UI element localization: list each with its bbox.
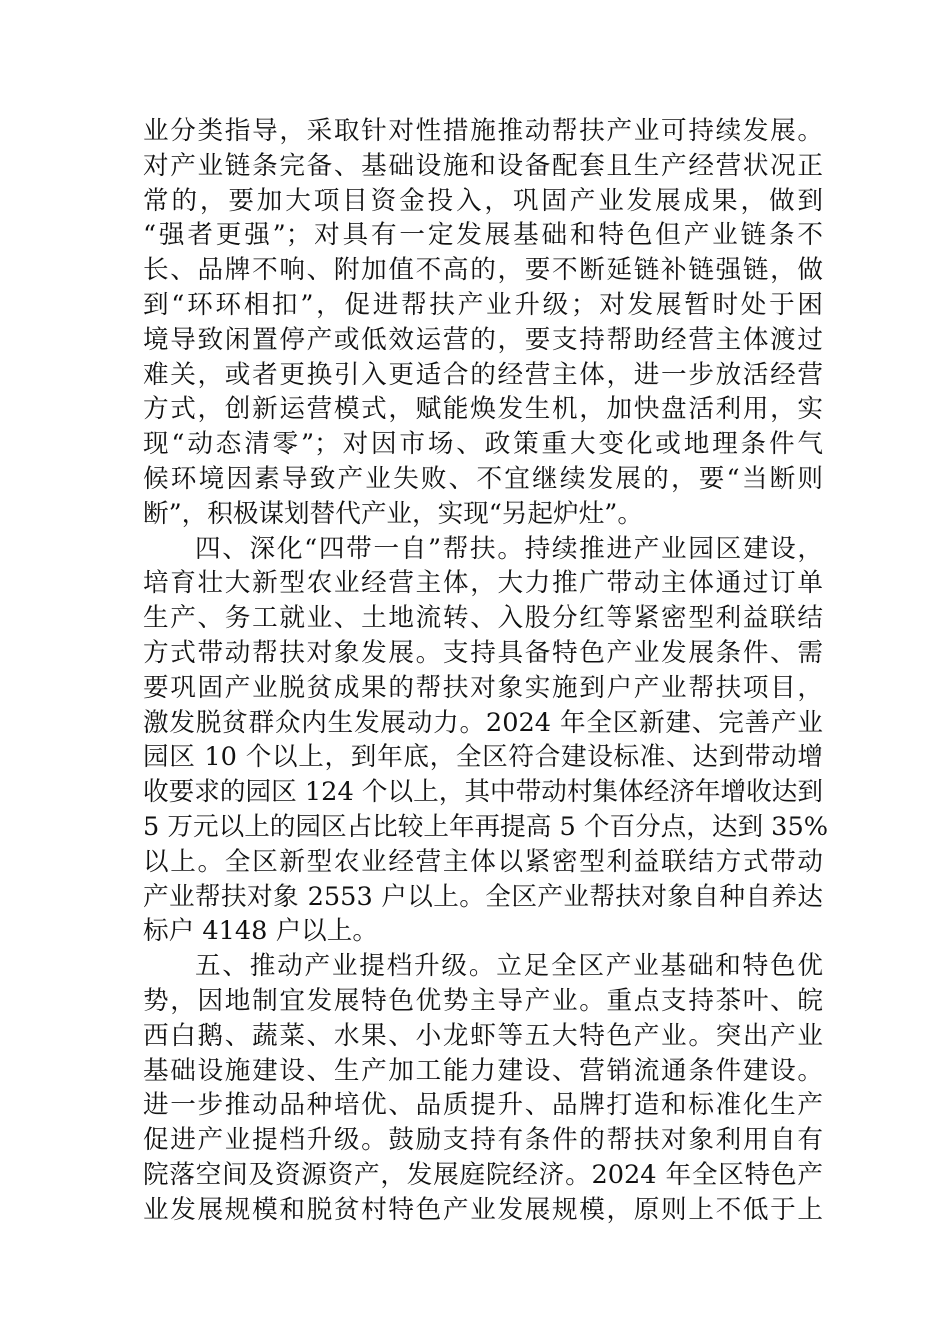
text-line: 生产、务工就业、土地流转、入股分红等紧密型利益联结 [143,603,823,634]
body-text [143,114,829,1228]
text-line: 方式带动帮扶对象发展。支持具备特色产业发展条件、需 [143,637,823,668]
text-line: 对产业链条完备、基础设施和设备配套且生产经营状况正 [143,150,823,181]
text-line: 西白鹅、蔬菜、水果、小龙虾等五大特色产业。突出产业 [143,1020,823,1051]
text-line: 培育壮大新型农业经营主体，大力推广带动主体通过订单 [143,568,823,599]
section-heading-line: 五、推动产业提档升级。立足全区产业基础和特色优 [195,951,823,982]
text-line: 现“动态清零”；对因市场、政策重大变化或地理条件气 [143,429,823,460]
text-line: 断”，积极谋划替代产业，实现“另起炉灶”。 [143,498,643,529]
section-heading-line: 四、深化“四带一自”帮扶。持续推进产业园区建设， [195,533,823,564]
text-line: 产业帮扶对象 2553 户以上。全区产业帮扶对象自种自养达 [143,881,823,912]
text-line: 以上。全区新型农业经营主体以紧密型利益联结方式带动 [143,846,823,877]
text-line: 基础设施建设、生产加工能力建设、营销流通条件建设。 [143,1055,823,1086]
text-line: 进一步推动品种培优、品质提升、品牌打造和标准化生产 [143,1090,823,1121]
text-line: 促进产业提档升级。鼓励支持有条件的帮扶对象利用自有 [143,1125,823,1156]
text-line: 常的，要加大项目资金投入，巩固产业发展成果，做到 [143,185,823,216]
text-line: 难关，或者更换引入更适合的经营主体，进一步放活经营 [143,359,823,390]
text-line: 候环境因素导致产业失败、不宜继续发展的，要“当断则 [143,463,823,494]
text-line: 长、品牌不响、附加值不高的，要不断延链补链强链，做 [143,255,823,286]
text-line: 势，因地制宜发展特色优势主导产业。重点支持茶叶、皖 [143,985,823,1016]
text-line: 院落空间及资源资产，发展庭院经济。2024 年全区特色产 [143,1159,823,1190]
text-line: 园区 10 个以上，到年底，全区符合建设标准、达到带动增 [143,742,823,773]
text-line: 5 万元以上的园区占比较上年再提高 5 个百分点，达到 35% [143,811,829,842]
text-line: 业分类指导，采取针对性措施推动帮扶产业可持续发展。 [143,116,823,146]
text-line: 收要求的园区 124 个以上，其中带动村集体经济年增收达到 [143,777,823,808]
text-line: 业发展规模和脱贫村特色产业发展规模，原则上不低于上 [143,1194,823,1225]
text-line: 标户 4148 户以上。 [143,916,378,947]
text-line: “强者更强”；对具有一定发展基础和特色但产业链条不 [143,220,823,251]
text-line: 方式，创新运营模式，赋能焕发生机，加快盘活利用，实 [143,394,823,425]
text-line: 到“环环相扣”，促进帮扶产业升级；对发展暂时处于困 [143,289,823,320]
text-line: 境导致闲置停产或低效运营的，要支持帮助经营主体渡过 [143,324,823,355]
text-line: 激发脱贫群众内生发展动力。2024 年全区新建、完善产业 [143,707,823,738]
text-line: 要巩固产业脱贫成果的帮扶对象实施到户产业帮扶项目， [143,672,823,703]
